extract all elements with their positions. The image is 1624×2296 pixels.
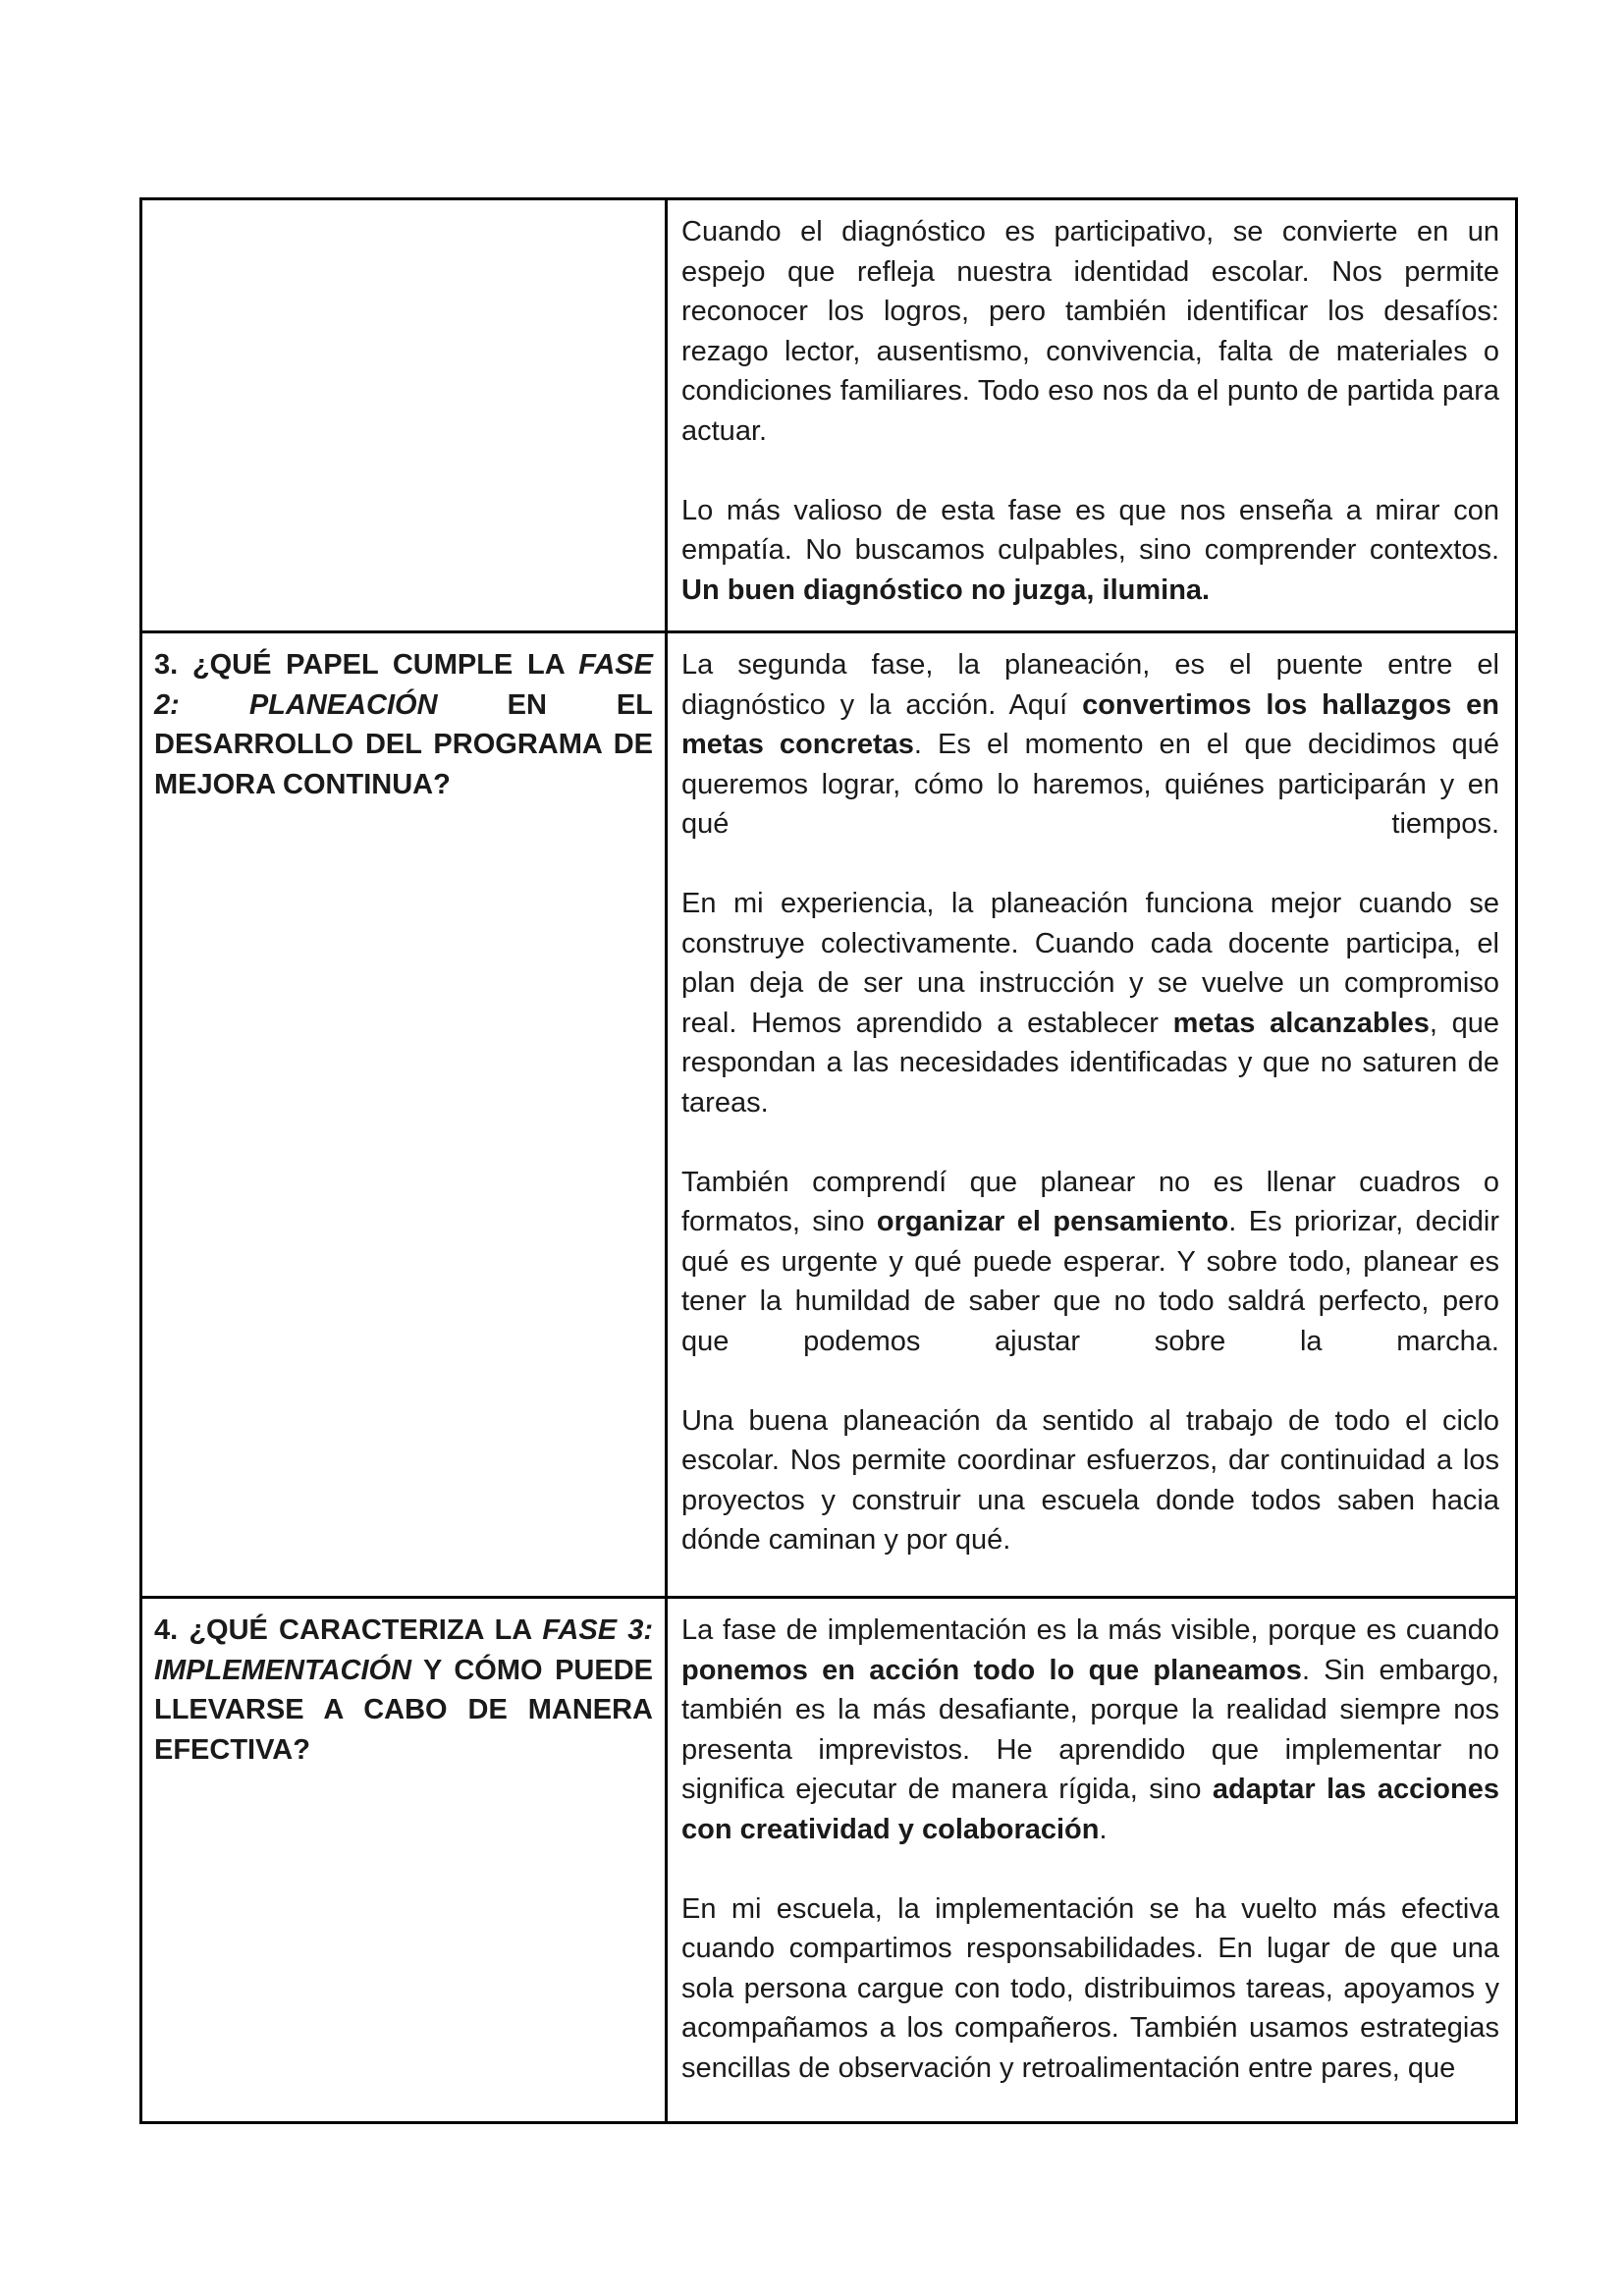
answer-text: . bbox=[1099, 1813, 1108, 1845]
question-suffix: Y CÓMO PUEDE LLEVARSE A CABO DE MANERA EFECTIVA? bbox=[154, 1654, 653, 1766]
answer-cell bbox=[667, 199, 1517, 632]
answer-cell bbox=[667, 1598, 1517, 2123]
answer-paragraph bbox=[681, 491, 1499, 611]
answer-paragraph bbox=[681, 1163, 1499, 1362]
question-prefix: 3. ¿QUÉ PAPEL CUMPLE LA bbox=[154, 649, 579, 681]
answer-cell bbox=[667, 632, 1517, 1598]
answer-text: En mi experiencia, la planeación funciona mejor cuando se construye colectivamente. Cuando cada docente participa, el plan deja de ser una instrucción y se vuelve un compromiso real. Hemos aprendido a establecer bbox=[681, 888, 1499, 1039]
answer-paragraph: Cuando el diagnóstico es participativo, se convierte en un espejo que refleja nuestra identidad escolar. Nos permite reconocer los logros, pero también identificar los desafíos: rezago lector, ausentismo, convivencia, falta de materiales o condiciones familiares. Todo eso nos da el punto de partida para actuar. bbox=[681, 216, 1499, 447]
answer-bold-text: adaptar las acciones con creatividad y colaboración bbox=[681, 1774, 1499, 1845]
table-row bbox=[141, 632, 1517, 1598]
answer-text: , que respondan a las necesidades identificadas y que no saturen de tareas. bbox=[681, 1007, 1500, 1119]
answer-bold-text: metas alcanzables bbox=[1172, 1007, 1430, 1039]
answer-paragraph bbox=[681, 884, 1499, 1122]
answer-text: Lo más valioso de esta fase es que nos enseña a mirar con empatía. No buscamos culpables, sino comprender contextos. bbox=[681, 494, 1499, 566]
answer-text: . Es priorizar, decidir qué es urgente y qué puede esperar. Y sobre todo, planear es tener la humildad de saber que no todo saldrá perfecto, pero que podemos ajustar sobre la marcha. bbox=[681, 1206, 1499, 1357]
content-table bbox=[139, 197, 1518, 2124]
answer-paragraph: En mi escuela, la implementación se ha vuelto más efectiva cuando compartimos responsabilidades. En lugar de que una sola persona cargue con todo, distribuimos tareas, apoyamos y acompañamos a los compañeros. También usamos estrategias sencillas de observación y retroalimentación entre pares, que bbox=[681, 1892, 1499, 2084]
answer-text: La segunda fase, la planeación, es el puente entre el diagnóstico y la acción. Aquí bbox=[681, 649, 1499, 721]
question-heading bbox=[154, 1611, 653, 1770]
question-phase-name: FASE 2: PLANEACIÓN bbox=[154, 649, 653, 721]
answer-paragraph bbox=[681, 1611, 1499, 1849]
answer-text: . Sin embargo, también es la más desafiante, porque la realidad siempre nos presenta imprevistos. He aprendido que implementar no significa ejecutar de manera rígida, sino bbox=[681, 1654, 1499, 1805]
table-row bbox=[141, 199, 1517, 632]
question-prefix: 4. ¿QUÉ CARACTERIZA LA bbox=[154, 1614, 543, 1646]
answer-bold-text: ponemos en acción todo lo que planeamos bbox=[681, 1654, 1302, 1686]
answer-paragraph: Una buena planeación da sentido al trabajo de todo el ciclo escolar. Nos permite coordinar esfuerzos, dar continuidad a los proyectos y construir una escuela donde todos saben hacia dónde caminan y por qué. bbox=[681, 1404, 1499, 1556]
question-suffix: EN EL DESARROLLO DEL PROGRAMA DE MEJORA CONTINUA? bbox=[154, 688, 653, 800]
question-phase-name: FASE 3: IMPLEMENTACIÓN bbox=[154, 1614, 653, 1686]
answer-paragraph bbox=[681, 645, 1499, 845]
question-cell-empty bbox=[141, 199, 667, 632]
question-cell bbox=[141, 632, 667, 1598]
answer-bold-text: Un buen diagnóstico no juzga, ilumina. bbox=[681, 574, 1211, 606]
table-row bbox=[141, 1598, 1517, 2123]
question-heading bbox=[154, 645, 653, 804]
answer-text: . Es el momento en el que decidimos qué queremos lograr, cómo lo haremos, quiénes participarán y en qué tiempos. bbox=[681, 729, 1500, 840]
answer-text: La fase de implementación es la más visible, porque es cuando bbox=[681, 1614, 1499, 1646]
answer-text: También comprendí que planear no es llenar cuadros o formatos, sino bbox=[681, 1166, 1499, 1237]
answer-bold-text: organizar el pensamiento bbox=[876, 1206, 1229, 1237]
answer-bold-text: convertimos los hallazgos en metas concretas bbox=[681, 688, 1500, 760]
question-cell bbox=[141, 1598, 667, 2123]
